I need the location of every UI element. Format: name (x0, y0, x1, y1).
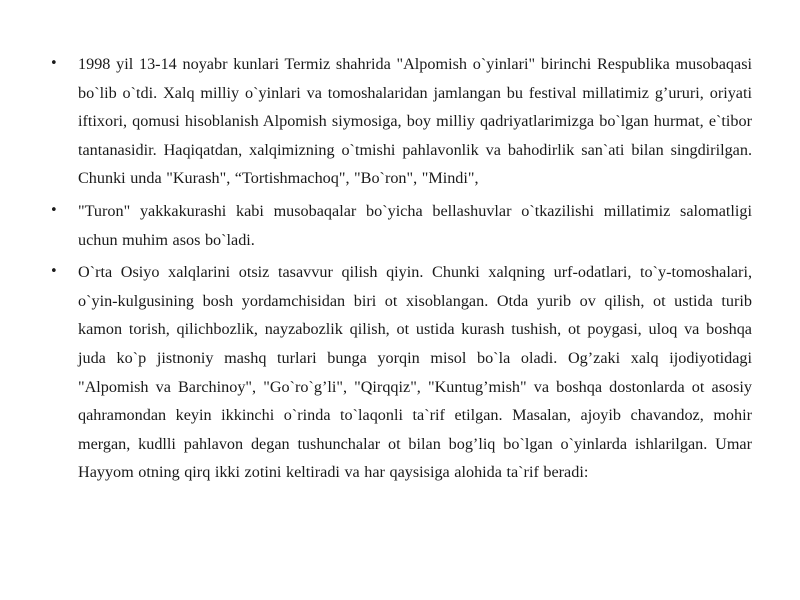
bullet-icon: • (50, 264, 58, 280)
bullet-item-3 (50, 258, 752, 487)
bullet-list (50, 50, 752, 487)
bullet-item-1 (50, 50, 752, 193)
bullet-icon: • (50, 202, 58, 218)
bullet-item-2 (50, 197, 752, 254)
paragraph-text: 1998 yil 13-14 noyabr kunlari Termiz shahrida "Alpomish o`yinlari" birinchi Respublika musobaqasi bo`lib o`tdi. Xalq milliy o`yinlari va tomoshalaridan jamlangan bu festival millatimiz g’ururi, oriyati iftixori, qomusi hisoblanish Alpomish siymosiga, boy milliy qadriyatlarimizga bo`lgan hurmat, e`tibor tantanasidir. Haqiqatdan, xalqimizning o`tmishi pahlavonlik va bahodirlik san`ati bilan singdirilgan. Chunki unda "Kurash", “Tortishmachoq", "Bo`ron", "Mindi", (78, 55, 752, 188)
paragraph-text: "Turon" yakkakurashi kabi musobaqalar bo`yicha bellashuvlar o`tkazilishi millatimiz salomatligi uchun muhim asos bo`ladi. (78, 201, 752, 249)
bullet-icon: • (50, 56, 58, 71)
paragraph-text: O`rta Osiyo xalqlarini otsiz tasavvur qilish qiyin. Chunki xalqning urf-odatlari, to`y-tomoshalari, o`yin-kulgusining bosh yordamchisidan biri ot xisoblangan. Otda yurib ov qilish, ot ustida turib kamon torish, qilichbozlik, nayzabozlik qilish, ot ustida kurash tushish, ot poygasi, uloq va boshqa juda ko`p jistnoniy mashq turlari bunga yorqin misol bo`la oladi. Og’zaki xalq ijodiyotidagi "Alpomish va Barchinoy", "Go`ro`g’li", "Qirqqiz", "Kuntug’mish" va boshqa dostonlarda ot asosiy qahramondan keyin ikkinchi o`rinda to`laqonli ta`rif etilgan. Masalan, ajoyib chavandoz, mohir mergan, kudlli pahlavon degan tushunchalar ot bilan bog’liq bo`lgan o`yinlarda ishlarilgan. Umar Hayyom otning qirq ikki zotini keltiradi va har qaysisiga alohida ta`rif beradi: (78, 263, 752, 482)
